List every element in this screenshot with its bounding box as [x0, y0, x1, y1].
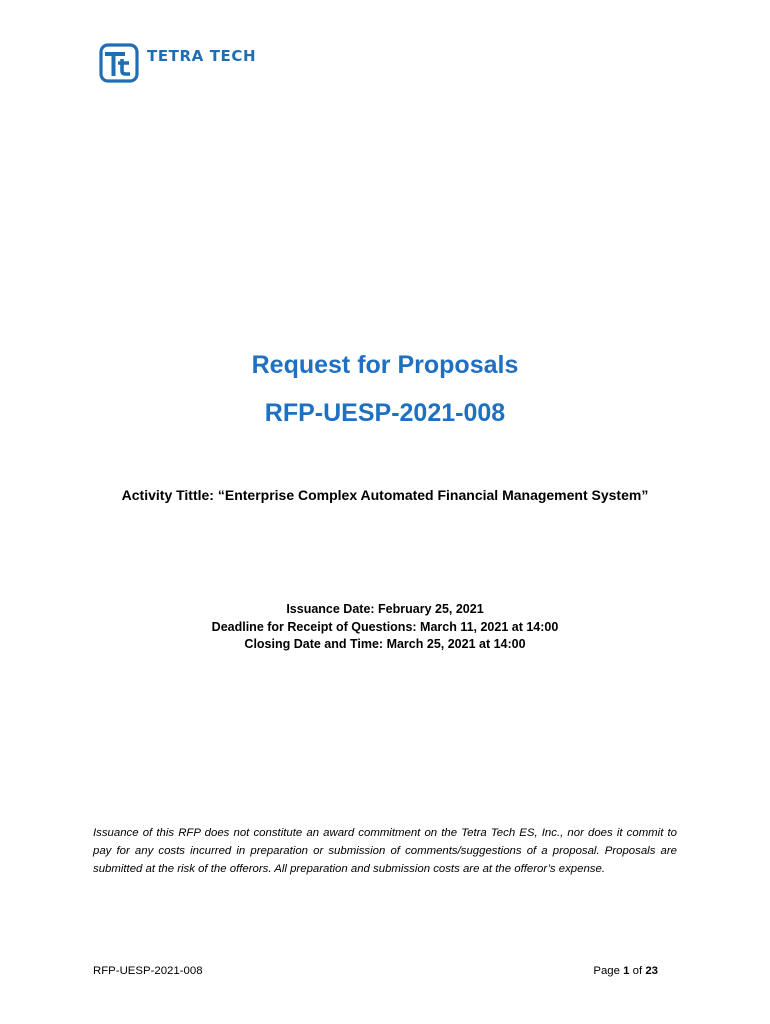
closing-date: Closing Date and Time: March 25, 2021 at 14:00 [244, 637, 526, 651]
tetra-tech-logo [99, 43, 256, 83]
tetra-tech-tt-logo-icon [99, 43, 139, 83]
issuance-date: Issuance Date: February 25, 2021 [286, 602, 484, 616]
activity-title: Activity Tittle: “Enterprise Complex Automated Financial Management System” [121, 487, 649, 503]
page-total: 23 [645, 965, 658, 977]
logo-wordmark: TETRA TECH [147, 47, 257, 65]
key-dates [0, 601, 770, 654]
page-current: 1 [623, 965, 630, 977]
page-footer [93, 965, 658, 977]
page-number [593, 965, 658, 977]
rfp-number: RFP-UESP-2021-008 [264, 399, 506, 427]
page-of: of [632, 965, 643, 977]
disclaimer-text: Issuance of this RFP does not constitute an award commitment on the Tetra Tech ES, Inc., nor does it commit to pay for any costs incurred in preparation or submission of comments/suggestions of a proposal. Proposals are submitted at the risk of the offerors. All preparation and submission costs are at the offeror’s expense. [93, 827, 677, 875]
document-title: Request for Proposals [251, 351, 519, 379]
questions-deadline: Deadline for Receipt of Questions: March 11, 2021 at 14:00 [211, 619, 559, 634]
footer-doc-id: RFP-UESP-2021-008 [93, 965, 203, 977]
page-word: Page [593, 965, 620, 977]
